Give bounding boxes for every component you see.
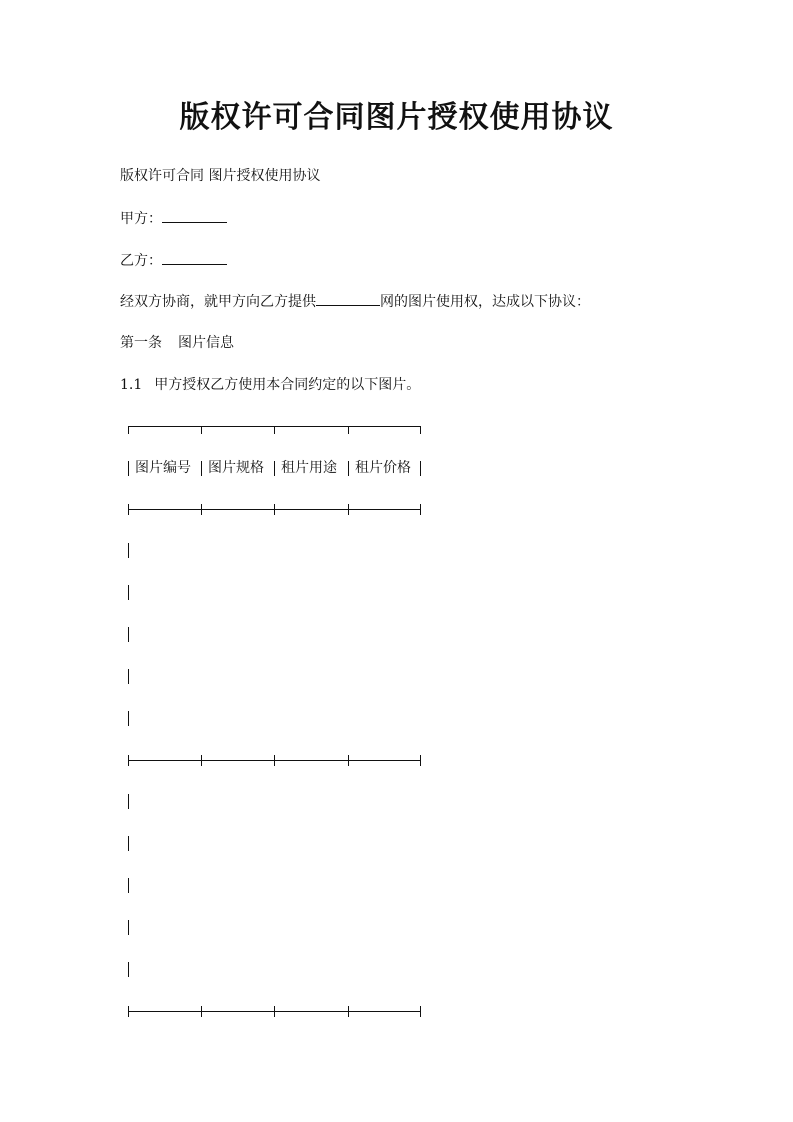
table-row-left-border: [128, 878, 129, 893]
party-b-line: [120, 250, 227, 271]
document-subtitle: 版权许可合同 图片授权使用协议: [120, 168, 321, 184]
intro-after: 网的图片使用权，达成以下协议：: [380, 294, 590, 310]
table-row-left-border: [128, 794, 129, 809]
table-row-separator: [128, 1007, 421, 1017]
party-a-blank[interactable]: [162, 208, 227, 223]
party-a-label: 甲方：: [120, 211, 162, 227]
table-row-left-border: [128, 669, 129, 684]
website-blank[interactable]: [316, 291, 380, 306]
party-b-label: 乙方：: [120, 253, 162, 269]
clause-1-1-text: 甲方授权乙方使用本合同约定的以下图片。: [154, 377, 421, 393]
table-row-left-border: [128, 585, 129, 600]
clause-1-1-number: 1.1: [120, 377, 143, 393]
article-1-heading: [120, 333, 234, 353]
document-title: 版权许可合同图片授权使用协议: [179, 100, 614, 135]
table-top-border: [128, 422, 421, 432]
intro-before: 经双方协商，就甲方向乙方提供: [120, 294, 316, 310]
table-row-left-border: [128, 711, 129, 726]
table-header-cell: 图片规格: [208, 460, 264, 476]
table-header-cell: 图片编号: [135, 460, 191, 476]
intro-line: [120, 291, 590, 312]
table-header-cell: 租片用途: [281, 460, 337, 476]
article-1-title: 图片信息: [178, 335, 234, 351]
table-row-left-border: [128, 836, 129, 851]
table-row-left-border: [128, 962, 129, 977]
table-row-separator: [128, 505, 421, 515]
party-b-blank[interactable]: [162, 250, 227, 265]
table-row-separator: [128, 756, 421, 766]
party-a-line: [120, 208, 227, 229]
table-row-left-border: [128, 920, 129, 935]
table-header-cell: 租片价格: [355, 460, 411, 476]
table-row-left-border: [128, 627, 129, 642]
clause-1-1: [120, 375, 420, 395]
article-1-number: 第一条: [120, 335, 162, 351]
table-row-left-border: [128, 543, 129, 558]
